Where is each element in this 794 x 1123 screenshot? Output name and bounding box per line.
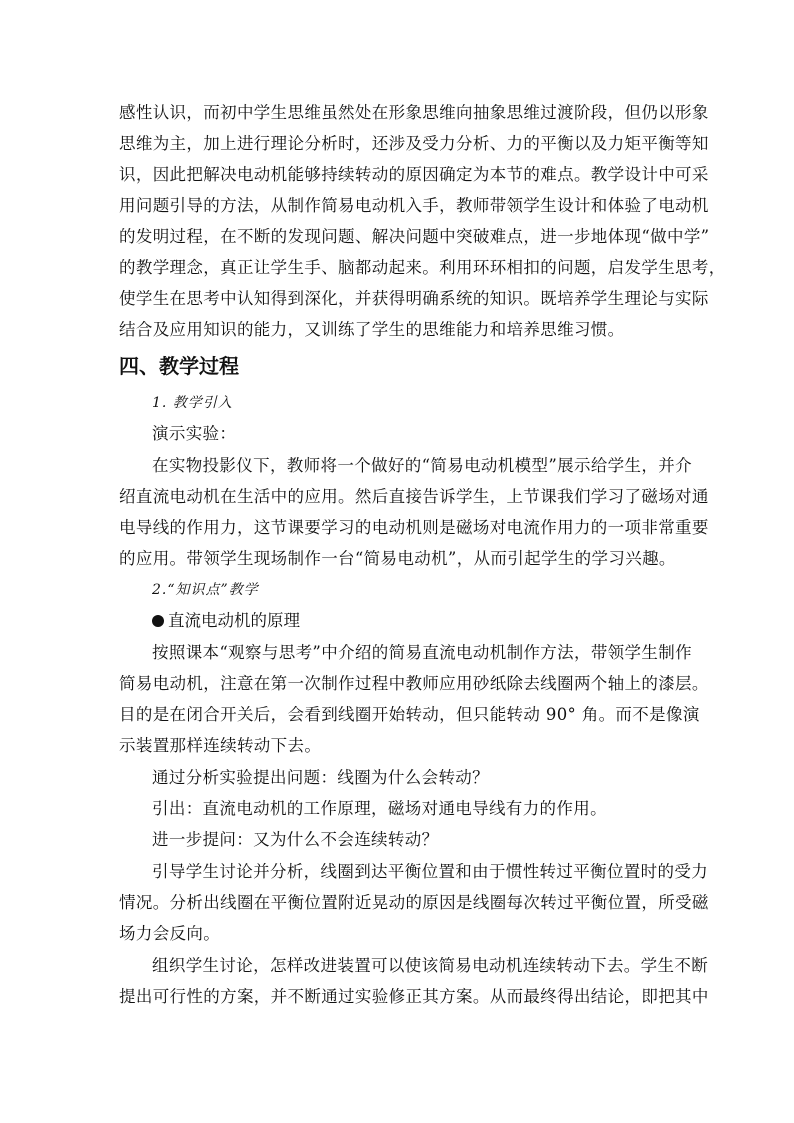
text-line: 按照课本“观察与思考”中介绍的简易直流电动机制作方法，带领学生制作 (152, 643, 692, 662)
text-line: 在实物投影仪下，教师将一个做好的“简易电动机模型”展示给学生，并介 (152, 456, 692, 475)
text-line: 场力会反向。 (119, 924, 221, 943)
text-line: 结合及应用知识的能力，又训练了学生的思维能力和培养思维习惯。 (119, 320, 625, 339)
text-line: 情况。分析出线圈在平衡位置附近晃动的原因是线圈每次转过平衡位置，所受磁 (119, 893, 709, 912)
text-line: 使学生在思考中认知得到深化，并获得明确系统的知识。既培养学生理论与实际 (119, 289, 709, 308)
bullet-item (152, 610, 300, 632)
text-line: 示装置那样连续转动下去。 (119, 736, 322, 755)
text-line: 提出可行性的方案，并不断通过实验修正其方案。从而最终得出结论，即把其中 (119, 987, 709, 1006)
step-1-title: 1. 教学引入 (152, 395, 233, 411)
text-line: 感性认识，而初中学生思维虽然处在形象思维向抽象思维过渡阶段，但仍以形象 (119, 103, 709, 122)
text-line: 的应用。带领学生现场制作一台“简易电动机”，从而引起学生的学习兴趣。 (119, 549, 676, 568)
demo-label: 演示实验： (152, 424, 237, 443)
question-2: 进一步提问：又为什么不会连续转动？ (152, 830, 439, 849)
text-line: 电导线的作用力，这节课要学习的电动机则是磁场对电流作用力的一项非常重要 (119, 518, 709, 537)
step-2-title: 2.“知识点”教学 (152, 582, 259, 598)
question-1: 通过分析实验提出问题：线圈为什么会转动？ (152, 768, 489, 787)
bullet-heading: 直流电动机的原理 (168, 611, 300, 630)
text-line: 用问题引导的方法，从制作简易电动机入手，教师带领学生设计和体验了电动机 (119, 196, 709, 215)
text-line: 的教学理念，真正让学生手、脑都动起来。利用环环相扣的问题，启发学生思考， (119, 258, 726, 277)
text-line: 目的是在闭合开关后，会看到线圈开始转动，但只能转动 90° 角。而不是像演 (119, 705, 700, 724)
text-line: 识，因此把解决电动机能够持续转动的原因确定为本节的难点。教学设计中可采 (119, 165, 709, 184)
text-line: 组织学生讨论，怎样改进装置可以使该简易电动机连续转动下去。学生不断 (152, 956, 709, 975)
answer-1: 引出：直流电动机的工作原理，磁场对通电导线有力的作用。 (152, 799, 607, 818)
text-line: 简易电动机，注意在第一次制作过程中教师应用砂纸除去线圈两个轴上的漆层。 (119, 674, 709, 693)
bullet-icon (152, 615, 164, 627)
text-line: 绍直流电动机在生活中的应用。然后直接告诉学生，上节课我们学习了磁场对通 (119, 487, 709, 506)
text-line: 的发明过程，在不断的发现问题、解决问题中突破难点，进一步地体现“做中学” (119, 227, 710, 246)
section-heading: 四、教学过程 (119, 354, 239, 378)
text-line: 思维为主，加上进行理论分析时，还涉及受力分析、力的平衡以及力矩平衡等知 (119, 134, 709, 153)
text-line: 引导学生讨论并分析，线圈到达平衡位置和由于惯性转过平衡位置时的受力 (152, 862, 709, 881)
